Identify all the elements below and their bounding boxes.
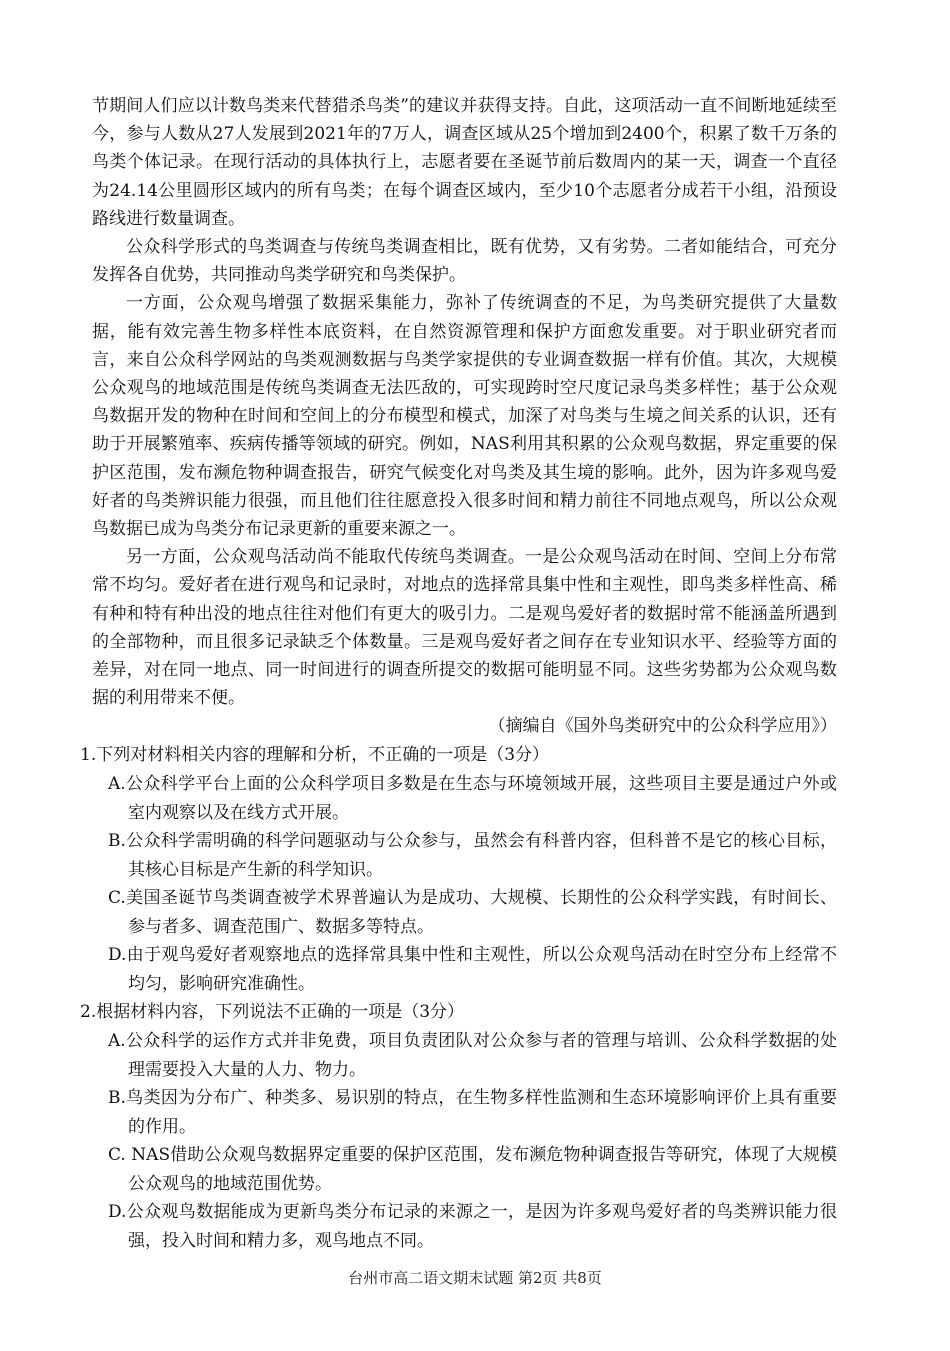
question-1 [80,741,837,998]
answer-option-a: A.公众科学平台上面的公众科学项目多数是在生态与环境领域开展，这些项目主要是通过户外或室内观察以及在线方式开展。 [108,774,837,823]
answer-option-c: C.美国圣诞节鸟类调查被学术界普遍认为是成功、大规模、长期性的公众科学实践，有时间长、参与者多、调查范围广、数据多等特点。 [108,888,837,937]
passage-paragraph: 公众科学形式的鸟类调查与传统鸟类调查相比，既有优势，又有劣势。二者如能结合，可充分发挥各自优势，共同推动鸟类学研究和鸟类保护。 [92,237,837,286]
passage-paragraph: 节期间人们应以计数鸟类来代替猎杀鸟类”的建议并获得支持。自此，这项活动一直不间断地延续至今，参与人数从27人发展到2021年的7万人，调查区域从25个增加到2400个，积累了数千万条的鸟类个体记录。在现行活动的具体执行上，志愿者要在圣诞节前后数周内的某一天，调查一个直径为24.14公里圆形区域内的所有鸟类；在每个调查区域内，至少10个志愿者分成若干小组，沿预设路线进行数量调查。 [92,96,837,229]
answer-option-b: B.公众科学需明确的科学问题驱动与公众参与，虽然会有科普内容，但科普不是它的核心目标，其核心目标是产生新的科学知识。 [108,831,837,880]
answer-option-d: D.公众观鸟数据能成为更新鸟类分布记录的来源之一，是因为许多观鸟爱好者的鸟类辨识能力很强，投入时间和精力多，观鸟地点不同。 [108,1202,837,1251]
question-stem: 2.根据材料内容，下列说法不正确的一项是（3分） [80,1002,465,1023]
answer-option-c: C. NAS借助公众观鸟数据界定重要的保护区范围，发布濒危物种调查报告等研究，体现了大规模公众观鸟的地域范围优势。 [108,1145,837,1194]
passage-paragraph: 一方面，公众观鸟增强了数据采集能力，弥补了传统调查的不足，为鸟类研究提供了大量数据，能有效完善生物多样性本底资料，在自然资源管理和保护方面愈发重要。对于职业研究者而言，来自公众科学网站的鸟类观测数据与鸟类学家提供的专业调查数据一样有价值。其次，大规模公众观鸟的地域范围是传统鸟类调查无法匹敌的，可实现跨时空尺度记录鸟类多样性；基于公众观鸟数据开发的物种在时间和空间上的分布模型和模式，加深了对鸟类与生境之间关系的认识，还有助于开展繁殖率、疾病传播等领域的研究。例如，NAS利用其积累的公众观鸟数据，界定重要的保护区范围，发布濒危物种调查报告，研究气候变化对鸟类及其生境的影响。此外，因为许多观鸟爱好者的鸟类辨识能力很强，而且他们往往愿意投入很多时间和精力前往不同地点观鸟，所以公众观鸟数据已成为鸟类分布记录更新的重要来源之一。 [92,293,837,540]
answer-option-a: A.公众科学的运作方式并非免费，项目负责团队对公众参与者的管理与培训、公众科学数据的处理需要投入大量的人力、物力。 [108,1031,837,1080]
passage-source: （摘编自《国外鸟类研究中的公众科学应用》） [488,716,837,737]
passage-paragraph: 另一方面，公众观鸟活动尚不能取代传统鸟类调查。一是公众观鸟活动在时间、空间上分布常常不均匀。爱好者在进行观鸟和记录时，对地点的选择常具集中性和主观性，即鸟类多样性高、稀有种和特有种出没的地点往往对他们有更大的吸引力。二是观鸟爱好者的数据时常不能涵盖所遇到的全部物种，而且很多记录缺乏个体数量。三是观鸟爱好者之间存在专业知识水平、经验等方面的差异，对在同一地点、同一时间进行的调查所提交的数据可能明显不同。这些劣势都为公众观鸟数据的利用带来不便。 [92,547,837,709]
question-2 [80,998,837,1255]
reading-passage [92,92,837,741]
answer-option-d: D.由于观鸟爱好者观察地点的选择常具集中性和主观性，所以公众观鸟活动在时空分布上经常不均匀，影响研究准确性。 [108,945,837,994]
answer-option-b: B.鸟类因为分布广、种类多、易识别的特点，在生物多样性监测和生态环境影响评价上具有重要的作用。 [108,1088,837,1137]
page-footer: 台州市高二语文期末试题 第2页 共8页 [348,1269,602,1287]
question-stem: 1.下列对材料相关内容的理解和分析，不正确的一项是（3分） [80,745,550,766]
exam-page [80,92,837,1255]
